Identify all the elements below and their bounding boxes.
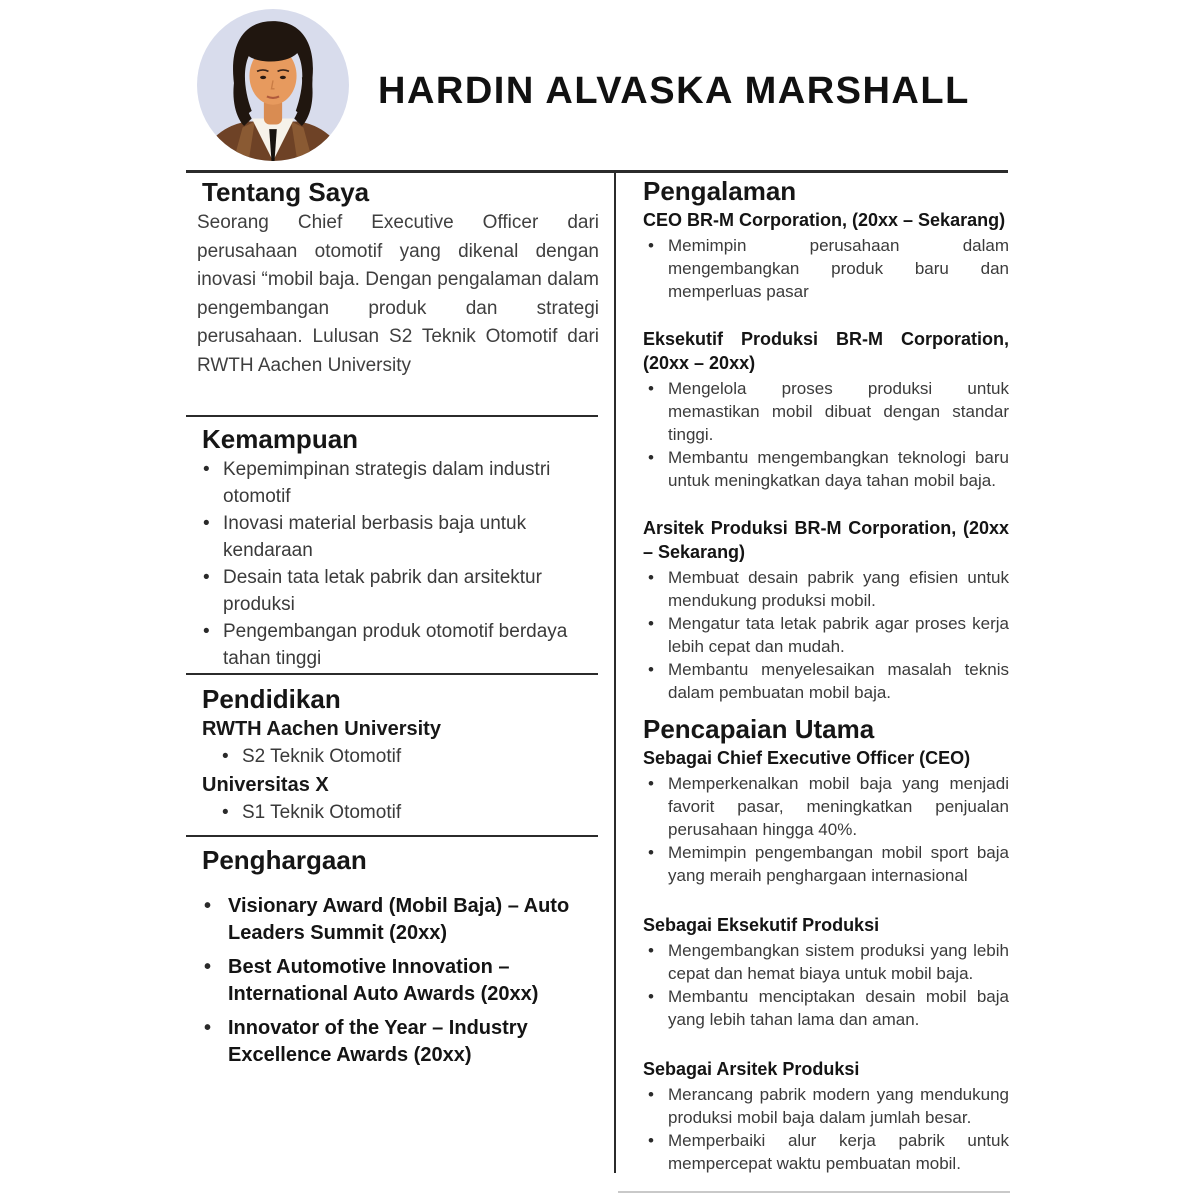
job-bullet-list xyxy=(641,566,1009,704)
header-divider xyxy=(186,170,1008,173)
bullet-dot: • xyxy=(203,513,210,534)
skill-item xyxy=(197,510,599,564)
achievement-bullet xyxy=(641,985,1009,1031)
school-name: RWTH Aachen University xyxy=(202,718,441,740)
skills-title: Kemampuan xyxy=(202,424,359,454)
about-title: Tentang Saya xyxy=(202,177,370,207)
bullet-dot: • xyxy=(648,660,654,679)
job-title: CEO BR-M Corporation, (20xx – Sekarang) xyxy=(643,210,1006,230)
bullet-dot: • xyxy=(648,843,654,862)
degree-item xyxy=(197,799,599,826)
job-bullet-list xyxy=(641,377,1009,492)
bullet-dot: • xyxy=(203,567,210,588)
awards-title: Penghargaan xyxy=(202,845,367,875)
profile-photo-illustration xyxy=(197,9,349,161)
experience-job xyxy=(641,327,1009,492)
about-paragraph: Seorang Chief Executive Officer dari perusahaan otomotif yang dikenal dengan inovasi “mobil baja. Dengan pengalaman dalam pengembangan produk dan strategi perusahaan. Lulusan S2 Teknik Otomotif dari RWTH Aachen University xyxy=(197,212,599,376)
bullet-dot: • xyxy=(222,802,229,823)
bullet-dot: • xyxy=(648,1085,654,1104)
group-title: Sebagai Eksekutif Produksi xyxy=(643,915,880,935)
bullet-dot: • xyxy=(648,236,654,255)
awards-list xyxy=(197,893,599,1069)
job-bullet-text: Mengatur tata letak pabrik agar proses kerja lebih cepat dan mudah. xyxy=(668,614,1009,656)
group-bullet-list xyxy=(641,939,1009,1031)
bullet-dot: • xyxy=(648,379,654,398)
job-bullet xyxy=(641,446,1009,492)
column-divider xyxy=(614,170,616,1173)
section-achievements xyxy=(641,714,1009,1175)
school-name: Universitas X xyxy=(202,774,329,796)
achievement-text: Memperkenalkan mobil baja yang menjadi favorit pasar, meningkatkan penjualan perusahaan hingga 40%. xyxy=(668,774,1009,839)
job-bullet xyxy=(641,612,1009,658)
experience-title: Pengalaman xyxy=(643,176,797,206)
job-bullet xyxy=(641,566,1009,612)
bullet-dot: • xyxy=(222,746,229,767)
section-divider xyxy=(186,835,598,837)
bullet-dot: • xyxy=(204,1017,212,1039)
group-title: Sebagai Arsitek Produksi xyxy=(643,1059,860,1079)
profile-photo xyxy=(197,9,349,161)
education-title: Pendidikan xyxy=(202,684,341,714)
job-bullet-text: Membuat desain pabrik yang efisien untuk mendukung produksi mobil. xyxy=(668,568,1009,610)
bullet-dot: • xyxy=(648,448,654,467)
job-bullet-list xyxy=(641,234,1009,303)
achievement-text: Mengembangkan sistem produksi yang lebih cepat dan hemat biaya untuk mobil baja. xyxy=(668,941,1009,983)
person-name: HARDIN ALVASKA MARSHALL xyxy=(378,70,970,112)
award-text: Innovator of the Year – Industry Excellence Awards (20xx) xyxy=(228,1017,528,1066)
job-bullet-text: Mengelola proses produksi untuk memastikan mobil dibuat dengan standar tinggi. xyxy=(668,379,1009,444)
skill-text: Desain tata letak pabrik dan arsitektur produksi xyxy=(223,567,542,615)
achievements-title: Pencapaian Utama xyxy=(643,714,875,744)
achievement-group xyxy=(641,913,1009,1031)
award-item xyxy=(197,954,599,1008)
achievement-group xyxy=(641,1057,1009,1175)
bullet-dot: • xyxy=(203,459,210,480)
degree-item xyxy=(197,743,599,770)
section-divider xyxy=(186,415,598,417)
bullet-dot: • xyxy=(648,568,654,587)
bullet-dot: • xyxy=(203,621,210,642)
achievement-bullet xyxy=(641,1083,1009,1129)
achievement-bullet xyxy=(641,939,1009,985)
degree-text: S1 Teknik Otomotif xyxy=(242,802,402,823)
degree-text: S2 Teknik Otomotif xyxy=(242,746,402,767)
bullet-dot: • xyxy=(648,614,654,633)
job-bullet xyxy=(641,658,1009,704)
section-about xyxy=(197,177,599,380)
skill-text: Pengembangan produk otomotif berdaya tahan tinggi xyxy=(223,621,568,669)
section-divider xyxy=(186,673,598,675)
job-bullet-text: Membantu menyelesaikan masalah teknis dalam pembuatan mobil baja. xyxy=(668,660,1009,702)
job-bullet xyxy=(641,377,1009,446)
award-text: Best Automotive Innovation – International Auto Awards (20xx) xyxy=(228,956,539,1005)
bullet-dot: • xyxy=(204,895,212,917)
bullet-dot: • xyxy=(648,774,654,793)
job-bullet xyxy=(641,234,1009,303)
group-bullet-list xyxy=(641,772,1009,887)
achievement-text: Merancang pabrik modern yang mendukung produksi mobil baja dalam jumlah besar. xyxy=(668,1085,1009,1127)
group-bullet-list xyxy=(641,1083,1009,1175)
job-bullet-text: Memimpin perusahaan dalam mengembangkan produk baru dan memperluas pasar xyxy=(668,236,1009,301)
experience-job xyxy=(641,208,1009,303)
achievement-bullet xyxy=(641,1129,1009,1175)
section-skills xyxy=(197,424,599,672)
achievement-group xyxy=(641,746,1009,887)
award-text: Visionary Award (Mobil Baja) – Auto Leaders Summit (20xx) xyxy=(228,895,570,944)
group-title: Sebagai Chief Executive Officer (CEO) xyxy=(643,748,971,768)
bullet-dot: • xyxy=(204,956,212,978)
skill-text: Kepemimpinan strategis dalam industri otomotif xyxy=(223,459,551,507)
achievement-text: Memperbaiki alur kerja pabrik untuk mempercepat waktu pembuatan mobil. xyxy=(668,1131,1009,1173)
degree-list xyxy=(197,799,599,826)
right-column xyxy=(641,176,1009,1200)
skill-item xyxy=(197,618,599,672)
achievement-bullet xyxy=(641,772,1009,841)
job-bullet-text: Membantu mengembangkan teknologi baru untuk meningkatkan daya tahan mobil baja. xyxy=(668,448,1009,490)
job-title: Arsitek Produksi BR-M Corporation, (20xx – Sekarang) xyxy=(643,518,1009,562)
degree-list xyxy=(197,743,599,770)
bullet-dot: • xyxy=(648,1131,654,1150)
job-title: Eksekutif Produksi BR-M Corporation, (20xx – 20xx) xyxy=(643,329,1009,373)
bullet-dot: • xyxy=(648,941,654,960)
section-education xyxy=(197,684,599,826)
achievement-bullet xyxy=(641,841,1009,887)
award-item xyxy=(197,893,599,947)
achievement-text: Memimpin pengembangan mobil sport baja yang meraih penghargaan internasional xyxy=(668,843,1009,885)
skill-item xyxy=(197,456,599,510)
bullet-dot: • xyxy=(648,987,654,1006)
skill-item xyxy=(197,564,599,618)
award-item xyxy=(197,1015,599,1069)
experience-job xyxy=(641,516,1009,704)
section-experience xyxy=(641,176,1009,704)
section-awards xyxy=(197,845,599,1076)
skills-list xyxy=(197,456,599,672)
achievement-text: Membantu menciptakan desain mobil baja yang lebih tahan lama dan aman. xyxy=(668,987,1009,1029)
skill-text: Inovasi material berbasis baja untuk kendaraan xyxy=(223,513,527,561)
